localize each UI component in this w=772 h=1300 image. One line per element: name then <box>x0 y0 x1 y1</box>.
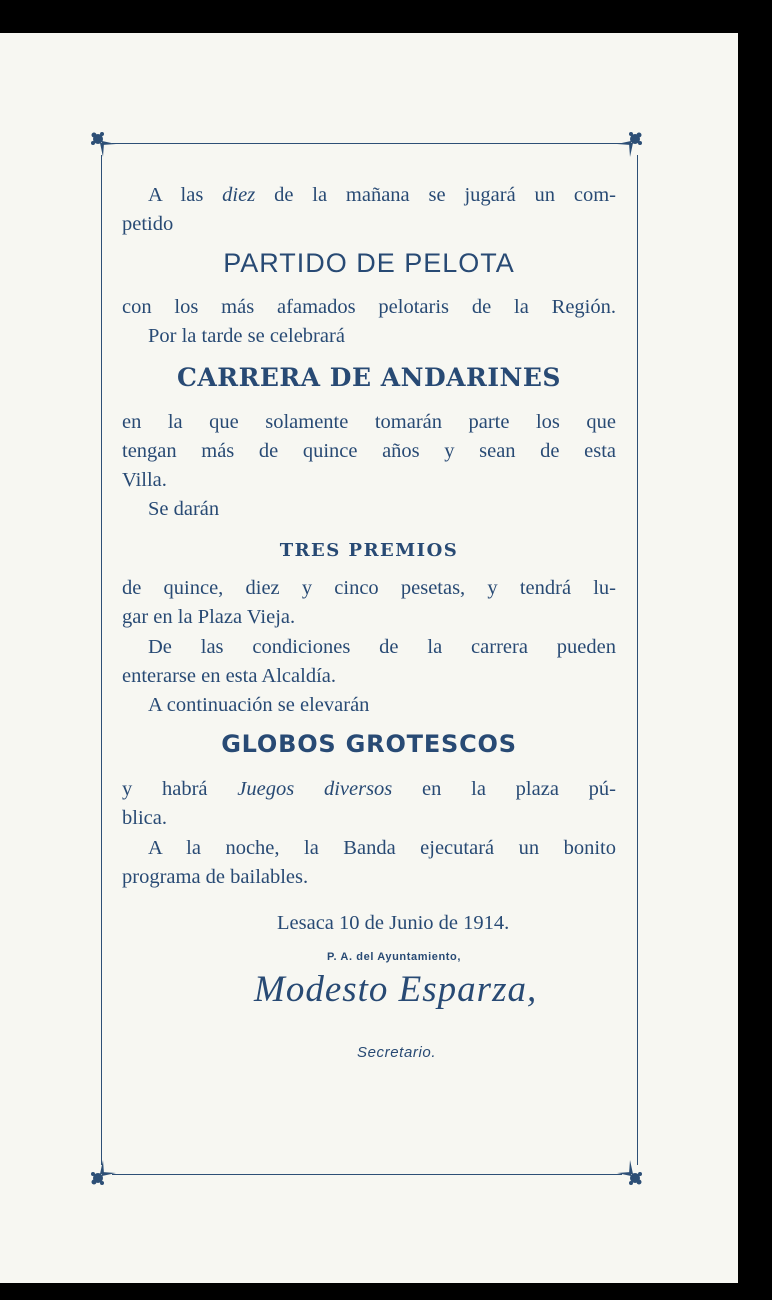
text-line: A la noche, la Banda ejecutará un bonito <box>148 837 616 859</box>
text-line: de quince, diez y cinco pesetas, y tendrá lu- <box>122 577 616 599</box>
heading-globos: GLOBOS GROTESCOS <box>221 730 517 758</box>
text-line: enterarse en esta Alcaldía. <box>122 665 336 687</box>
frame-bottom-rule <box>112 1174 622 1175</box>
emphasis-text: Juegos diversos <box>237 778 393 800</box>
frame-right-rule <box>637 155 638 1165</box>
text-line: programa de bailables. <box>122 866 309 888</box>
corner-ornament-icon <box>88 129 118 159</box>
frame-top-rule <box>112 143 622 144</box>
text-line: Se darán <box>148 498 220 520</box>
heading-premios: TRES PREMIOS <box>279 540 459 561</box>
text-line: Villa. <box>122 469 167 491</box>
text-line: gar en la Plaza Vieja. <box>122 606 296 628</box>
heading-partido: PARTIDO DE PELOTA <box>223 248 515 278</box>
corner-ornament-icon <box>615 129 645 159</box>
text-line: blica. <box>122 807 167 829</box>
signatory-title: Secretario. <box>357 1044 437 1061</box>
text-line: petido <box>122 213 174 235</box>
text-run: A las <box>148 184 204 206</box>
text-line: tengan más de quince años y sean de esta <box>122 440 616 462</box>
text-run: y habrá <box>122 778 208 800</box>
text-line <box>122 183 616 207</box>
text-line: con los más afamados pelotaris de la Región. <box>122 296 616 318</box>
heading-carrera: CARRERA DE ANDARINES <box>177 363 561 392</box>
corner-ornament-icon <box>88 1158 118 1188</box>
text-run: de la mañana se jugará un com- <box>274 184 617 206</box>
document-page <box>0 33 738 1283</box>
authority-line: P. A. del Ayuntamiento, <box>327 951 462 963</box>
date-line: Lesaca 10 de Junio de 1914. <box>277 912 510 934</box>
text-run: en la plaza pú- <box>422 778 616 800</box>
text-line: en la que solamente tomarán parte los que <box>122 411 616 433</box>
text-line <box>122 777 616 801</box>
frame-left-rule <box>101 155 102 1165</box>
text-line: A continuación se elevarán <box>148 694 370 716</box>
signature: Modesto Esparza, <box>254 969 538 1010</box>
text-line: Por la tarde se celebrará <box>148 325 345 347</box>
emphasis-text: diez <box>222 184 256 206</box>
text-line: De las condiciones de la carrera pueden <box>148 636 616 658</box>
corner-ornament-icon <box>615 1158 645 1188</box>
